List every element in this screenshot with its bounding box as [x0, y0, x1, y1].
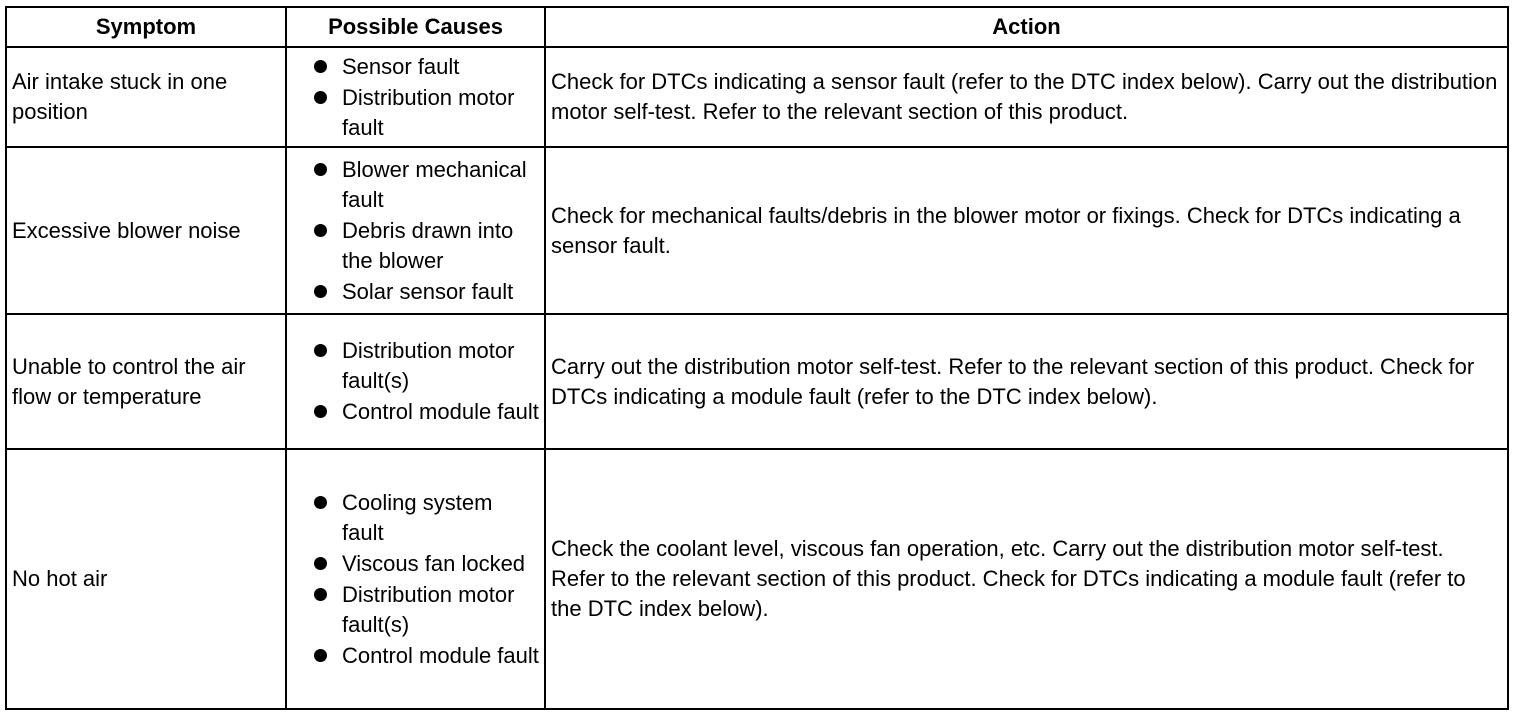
- cause-text: Distribution motor fault: [342, 84, 515, 140]
- cause-text: Cooling system fault: [342, 489, 493, 545]
- action-cell: Check the coolant level, viscous fan operation, etc. Carry out the distribution motor self-test. Refer to the relevant section of this product. Check for DTCs indicating a module fault (refer to the DTC index below).: [545, 449, 1508, 709]
- cause-item: [342, 641, 539, 671]
- bullet-icon: [314, 557, 327, 570]
- cause-item: [342, 580, 539, 640]
- header-row: [6, 7, 1508, 47]
- bullet-icon: [314, 496, 327, 509]
- cause-text: Distribution motor fault(s): [342, 338, 515, 393]
- bullet-icon: [314, 588, 327, 601]
- bullet-icon: [314, 285, 327, 298]
- bullet-icon: [314, 91, 327, 104]
- cause-text: Control module fault: [342, 642, 539, 668]
- cause-text: Distribution motor fault(s): [342, 581, 515, 637]
- bullet-icon: [314, 60, 327, 73]
- cause-item: [342, 83, 539, 143]
- cause-text: Viscous fan locked: [342, 550, 526, 576]
- cause-item: [342, 52, 539, 82]
- causes-cell: [286, 314, 545, 449]
- bullet-icon: [314, 163, 327, 176]
- cause-text: Solar sensor fault: [342, 278, 514, 304]
- cause-item: [342, 397, 539, 427]
- table-row: [6, 314, 1508, 449]
- cause-text: Control module fault: [342, 399, 539, 424]
- symptom-cell: Excessive blower noise: [6, 147, 286, 314]
- header-possible-causes: Possible Causes: [286, 7, 545, 47]
- symptom-table: [5, 6, 1509, 710]
- bullet-icon: [314, 649, 327, 662]
- table-header: [6, 7, 1508, 47]
- cause-item: [342, 155, 539, 215]
- action-cell: Check for mechanical faults/debris in the blower motor or fixings. Check for DTCs indicating a sensor fault.: [545, 147, 1508, 314]
- bullet-icon: [314, 344, 327, 357]
- header-symptom: Symptom: [6, 7, 286, 47]
- cause-item: [342, 216, 539, 276]
- table-body: [6, 47, 1508, 709]
- action-cell: Carry out the distribution motor self-test. Refer to the relevant section of this product. Check for DTCs indicating a module fault (refer to the DTC index below).: [545, 314, 1508, 449]
- cause-text: Debris drawn into the blower: [342, 217, 514, 273]
- causes-list: [292, 488, 539, 671]
- cause-item: [342, 336, 539, 396]
- bullet-icon: [314, 224, 327, 237]
- bullet-icon: [314, 405, 327, 418]
- table-row: [6, 47, 1508, 147]
- cause-item: [342, 488, 539, 548]
- action-cell: Check for DTCs indicating a sensor fault (refer to the DTC index below). Carry out the distribution motor self-test. Refer to the relevant section of this product.: [545, 47, 1508, 147]
- causes-list: [292, 336, 539, 427]
- symptom-cell: Air intake stuck in one position: [6, 47, 286, 147]
- causes-list: [292, 155, 539, 307]
- header-action: Action: [545, 7, 1508, 47]
- cause-text: Sensor fault: [342, 53, 460, 79]
- table-row: [6, 147, 1508, 314]
- symptom-cell: Unable to control the air flow or temperature: [6, 314, 286, 449]
- causes-list: [292, 52, 539, 143]
- cause-item: [342, 277, 539, 307]
- causes-cell: [286, 147, 545, 314]
- cause-text: Blower mechanical fault: [342, 156, 527, 212]
- table-row: [6, 449, 1508, 709]
- causes-cell: [286, 449, 545, 709]
- symptom-cell: No hot air: [6, 449, 286, 709]
- cause-item: [342, 549, 539, 579]
- causes-cell: [286, 47, 545, 147]
